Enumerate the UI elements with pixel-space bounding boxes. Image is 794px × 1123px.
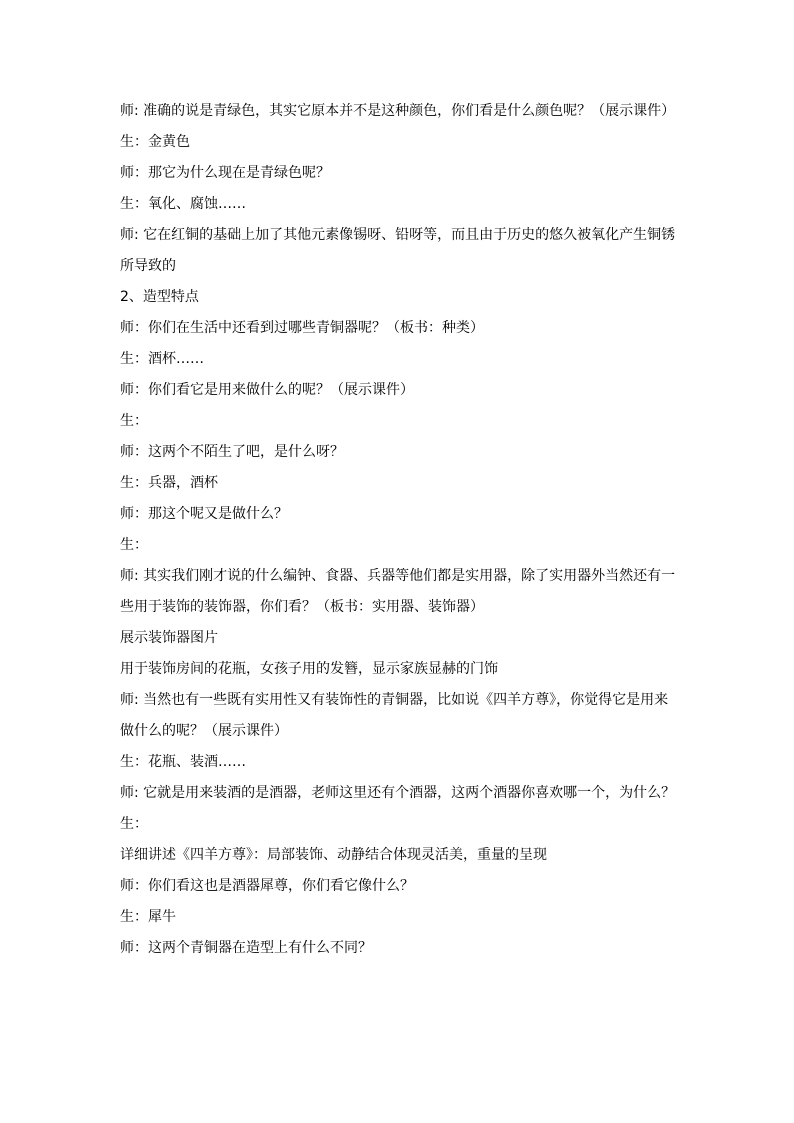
paragraph-student-oxidation: 生：氧化、腐蚀…… — [120, 196, 246, 212]
paragraph-student-vase: 生：花瓶、装酒…… — [120, 754, 246, 770]
paragraph-student-cup: 生：酒杯…… — [120, 351, 204, 367]
paragraph-teacher-color: 师: 准确的说是青绿色，其实它原本并不是这种颜色，你们看是什么颜色呢？（展示课件） — [120, 103, 676, 119]
paragraph-teacher-this-one: 师：那这个呢又是做什么？ — [120, 506, 288, 522]
paragraph-teacher-types: 师：你们在生活中还看到过哪些青铜器呢？（板书：种类） — [120, 320, 484, 336]
paragraph-teacher-copper: 师: 它在红铜的基础上加了其他元素像锡呀、铅呀等，而且由于历史的悠久被氧化产生铜锈所导致的 — [120, 227, 676, 274]
document-body — [120, 96, 680, 964]
paragraph-teacher-two-items: 师：这两个不陌生了吧，是什么呀？ — [120, 444, 344, 460]
paragraph-student-rhino: 生：犀牛 — [120, 909, 176, 925]
paragraph-decor-examples: 用于装饰房间的花瓶，女孩子用的发簪，显示家族显赫的门饰 — [120, 661, 498, 677]
paragraph-teacher-xizun: 师：你们看这也是酒器犀尊，你们看它像什么？ — [120, 878, 414, 894]
paragraph-teacher-practical: 师: 其实我们刚才说的什么编钟、食器、兵器等他们都是实用器，除了实用器外当然还有一些用于装饰的装饰器，你们看？（板书：实用器、装饰器） — [120, 568, 676, 615]
paragraph-student-blank-1: 生： — [120, 413, 148, 429]
paragraph-student-blank-2: 生： — [120, 537, 148, 553]
paragraph-student-weapon: 生：兵器，酒杯 — [120, 475, 218, 491]
paragraph-teacher-why-green: 师：那它为什么现在是青绿色呢？ — [120, 165, 330, 181]
paragraph-student-blank-3: 生： — [120, 816, 148, 832]
paragraph-student-gold: 生：金黄色 — [120, 134, 190, 150]
paragraph-teacher-wine-vessel: 师: 它就是用来装酒的是酒器，老师这里还有个酒器，这两个酒器你喜欢哪一个，为什么？ — [120, 785, 676, 801]
paragraph-detail-siyang: 详细讲述《四羊方尊》：局部装饰、动静结合体现灵活美，重量的呈现 — [120, 847, 547, 863]
paragraph-teacher-usage: 师：你们看它是用来做什么的呢？（展示课件） — [120, 382, 414, 398]
paragraph-show-decor: 展示装饰器图片 — [120, 630, 218, 646]
section-heading-shape: 2、造型特点 — [120, 289, 199, 305]
paragraph-teacher-difference: 师：这两个青铜器在造型上有什么不同？ — [120, 940, 372, 956]
paragraph-teacher-siyang: 师: 当然也有一些既有实用性又有装饰性的青铜器，比如说《四羊方尊》，你觉得它是用来做什么的呢？（展示课件） — [120, 692, 669, 739]
